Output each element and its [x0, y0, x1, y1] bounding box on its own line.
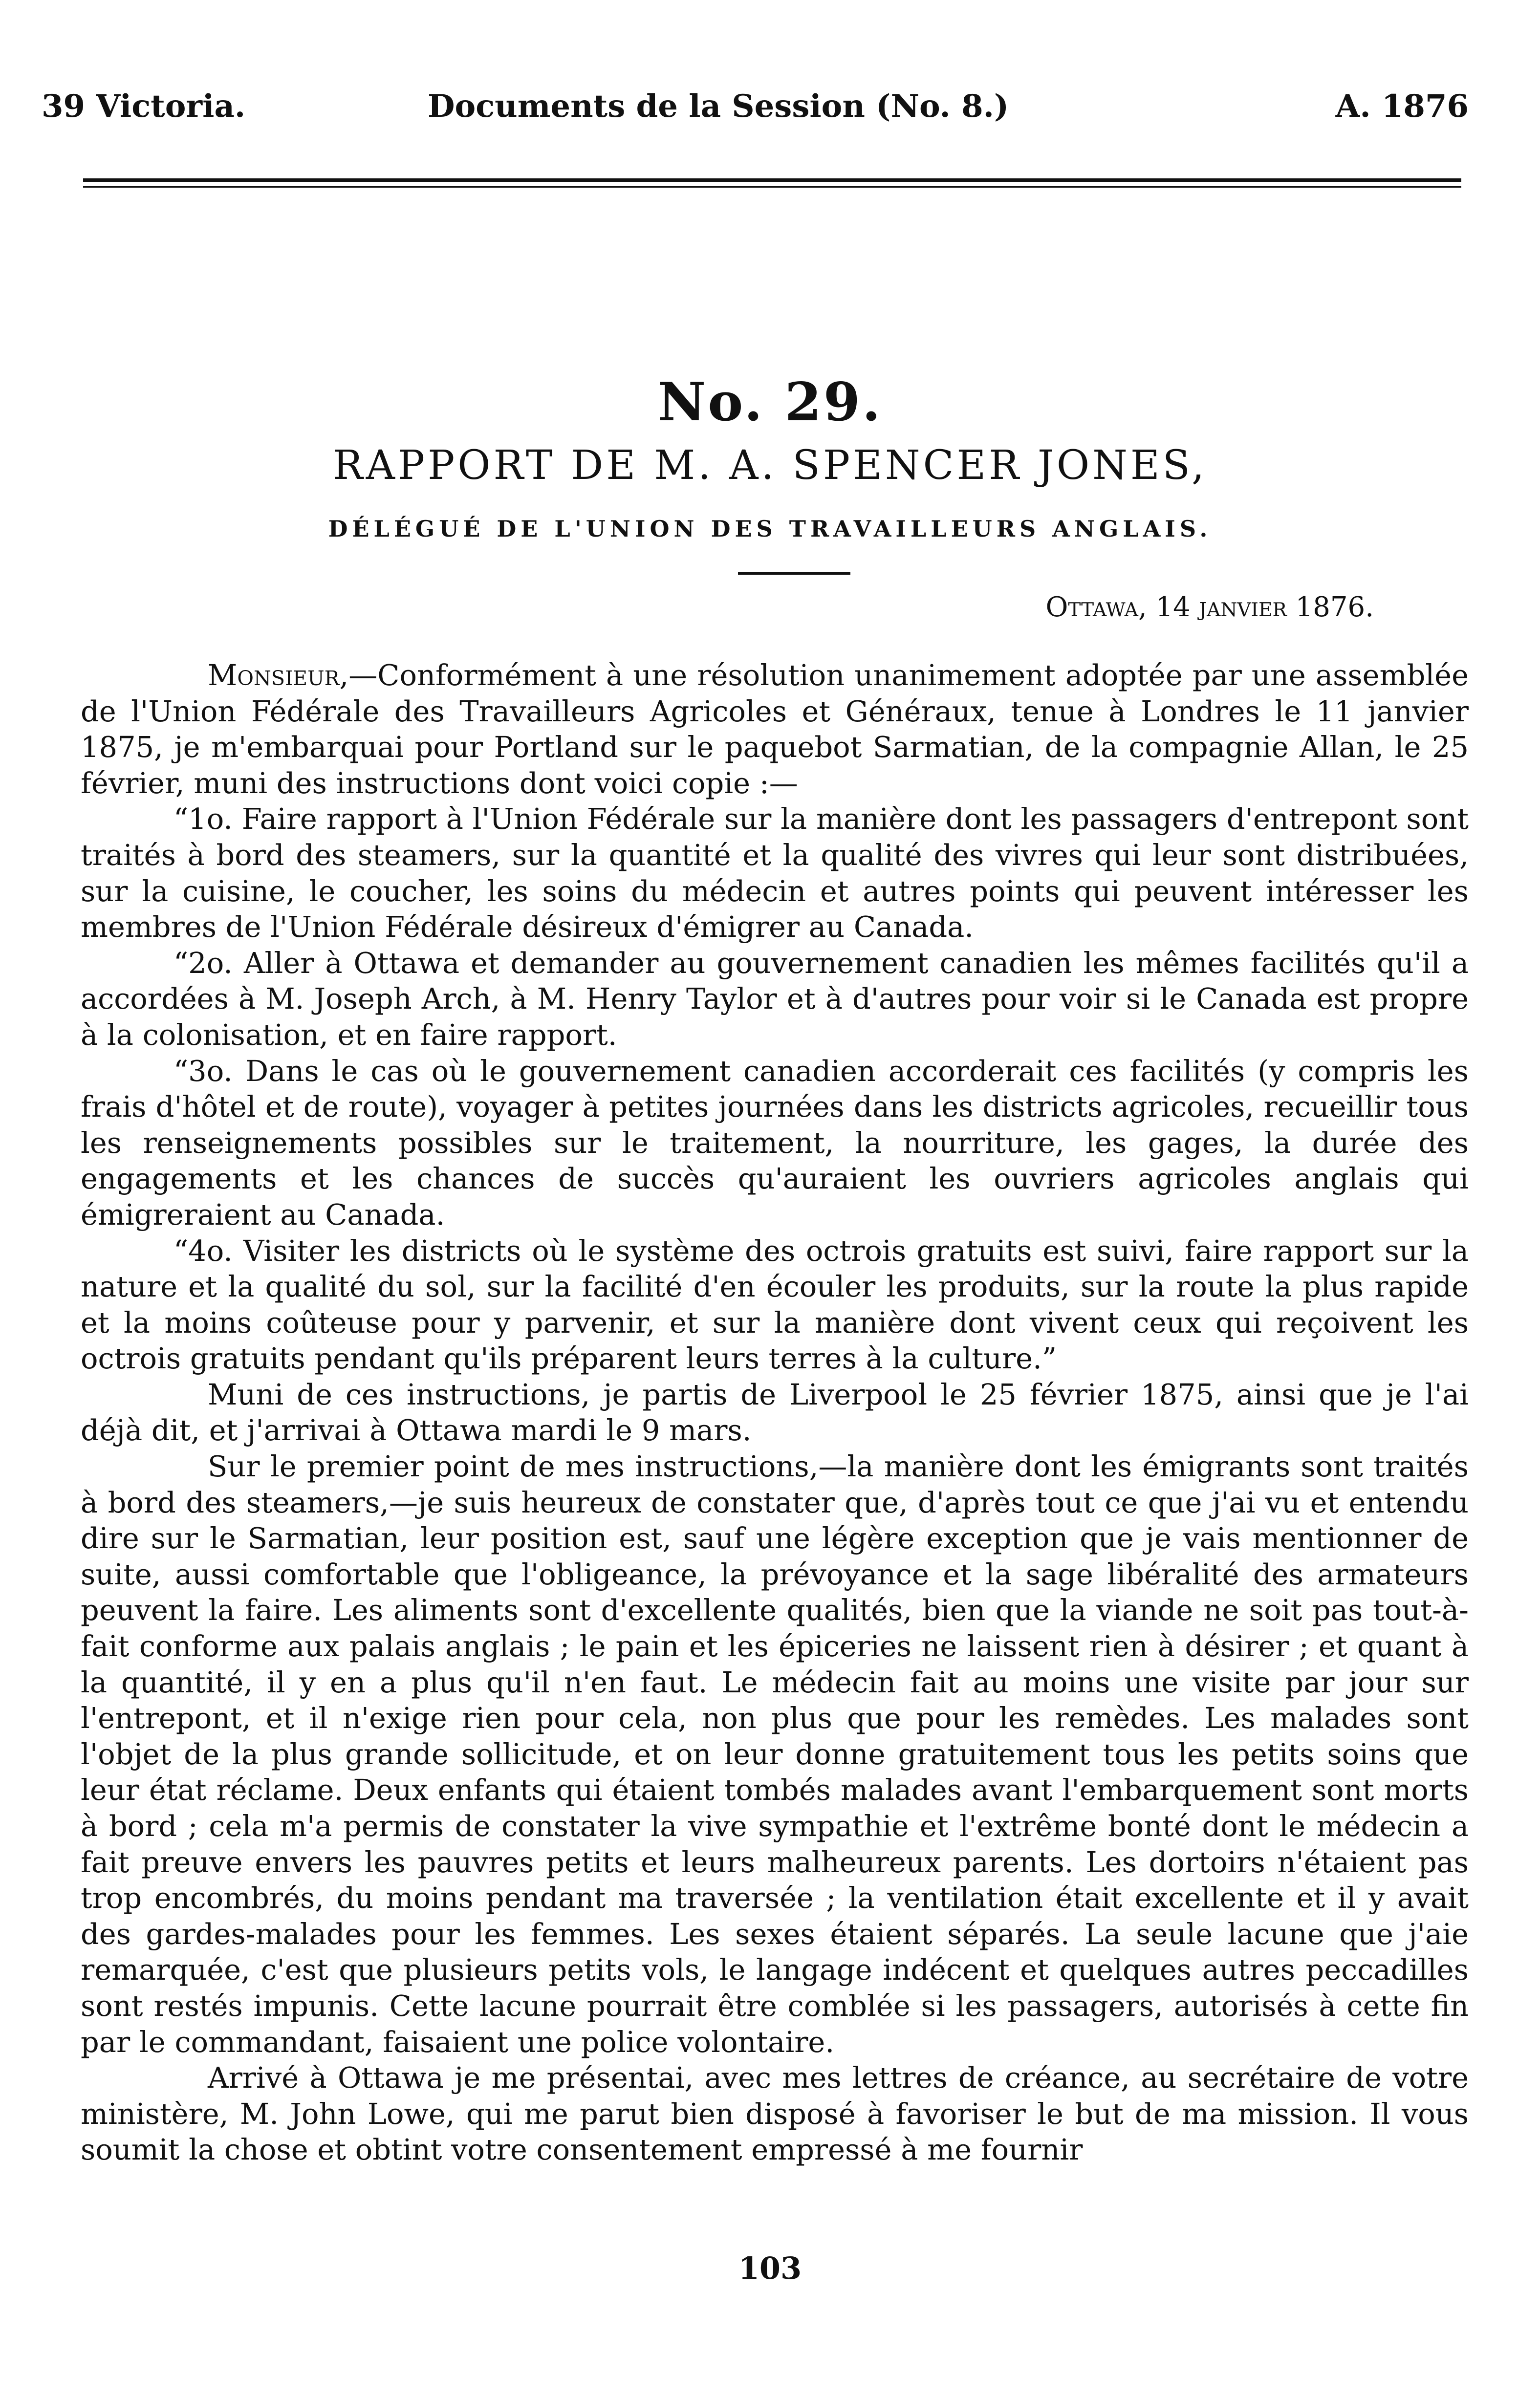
instruction-4: “4o. Visiter les districts où le système des octrois gratuits est suivi, faire rapport sur la nature et la qualité du sol, sur la facilité d'en écouler les produits, sur la route la plus rapide et la moins coûteuse pour y parvenir, et sur la manière dont vivent ceux qui reçoivent les octrois gratuits pendant qu'ils préparent leurs terres à la culture.”: [81, 1233, 1469, 1376]
document-number: No. 29.: [657, 371, 883, 433]
paragraph-text: —Conformément à une résolution unanimement adoptée par une assemblée de l'Union Fédérale des Travailleurs Agricoles et Généraux, tenue à Londres le 11 janvier 1875, je m'embarquai pour Portland sur le paquebot Sarmatian, de la compagnie Allan, le 25 février, muni des instructions dont voici copie :—: [81, 658, 1469, 800]
paragraph-ottawa: Arrivé à Ottawa je me présentai, avec mes lettres de créance, au secrétaire de votre ministère, M. John Lowe, qui me parut bien disposé à favoriser le but de ma mission. Il vous soumit la chose et obtint votre consentement empressé à me fournir: [81, 2061, 1469, 2167]
header-volume: 39 Victoria.: [42, 88, 246, 125]
instruction-1: “1o. Faire rapport à l'Union Fédérale sur la manière dont les passagers d'entrepont sont traités à bord des steamers, sur la quantité et la qualité des vivres qui leur sont distribuées, sur la cuisine, le coucher, les soins du médecin et autres points qui peuvent intéresser les membres de l'Union Fédérale désireux d'émigrer au Canada.: [81, 802, 1469, 944]
salutation: Monsieur,: [208, 658, 349, 692]
report-body: [81, 657, 1469, 2168]
paragraph-opening: [81, 657, 1469, 801]
instruction-2: “2o. Aller à Ottawa et demander au gouvernement canadien les mêmes facilités qu'il a accordées à M. Joseph Arch, à M. Henry Taylor et à d'autres pour voir si le Canada est propre à la colonisation, et en faire rapport.: [81, 946, 1469, 1052]
report-title: RAPPORT DE M. A. SPENCER JONES,: [332, 442, 1208, 489]
page-number: 103: [738, 2250, 802, 2286]
report-subtitle: DÉLÉGUÉ DE L'UNION DES TRAVAILLEURS ANGLAIS.: [328, 516, 1212, 542]
paragraph-steamers: Sur le premier point de mes instructions,—la manière dont les émigrants sont traités à bord des steamers,—je suis heureux de constater que, d'après tout ce que j'ai vu et entendu dire sur le Sarmatian, leur position est, sauf une légère exception que je vais mentionner de suite, aussi comfortable que l'obligeance, la prévoyance et la sage libéralité des armateurs peuvent la faire. Les aliments sont d'excellente qualités, bien que la viande ne soit pas tout-à-fait conforme aux palais anglais ; le pain et les épiceries ne laissent rien à désirer ; et quant à la quantité, il y en a plus qu'il n'en faut. Le médecin fait au moins une visite par jour sur l'entrepont, et il n'exige rien pour cela, non plus que pour les remèdes. Les malades sont l'objet de la plus grande sollicitude, et on leur donne gratuitement tous les petits soins que leur état réclame. Deux enfants qui étaient tombés malades avant l'embarquement sont morts à bord ; cela m'a permis de constater la vive sympathie et l'extrême bonté dont le médecin a fait preuve envers les pauvres petits et leurs malheureux parents. Les dortoirs n'étaient pas trop encombrés, du moins pendant ma traversée ; la ventilation était excellente et il y avait des gardes-malades pour les femmes. Les sexes étaient séparés. La seule lacune que j'aie remarquée, c'est que plusieurs petits vols, le langage indécent et quelques autres peccadilles sont restés impunis. Cette lacune pourrait être comblée si les passagers, autorisés à cette fin par le commandant, faisaient une police volontaire.: [81, 1449, 1469, 2059]
header-rule-thick: [83, 178, 1461, 182]
header-year: A. 1876: [1335, 88, 1469, 125]
paragraph-departure: Muni de ces instructions, je partis de Liverpool le 25 février 1875, ainsi que je l'ai déjà dit, et j'arrivai à Ottawa mardi le 9 mars.: [81, 1377, 1469, 1448]
header-rule-thin: [83, 186, 1461, 188]
title-divider: [738, 572, 850, 575]
running-header: [42, 88, 1469, 142]
dateline: Ottawa, 14 janvier 1876.: [1045, 591, 1374, 623]
instruction-3: “3o. Dans le cas où le gouvernement canadien accorderait ces facilités (y compris les frais d'hôtel et de route), voyager à petites journées dans les districts agricoles, recueillir tous les renseignements possibles sur le traitement, la nourriture, les gages, la durée des engagements et les chances de succès qu'auraient les ouvriers agricoles anglais qui émigreraient au Canada.: [81, 1054, 1469, 1232]
header-session: Documents de la Session (No. 8.): [428, 88, 1009, 125]
